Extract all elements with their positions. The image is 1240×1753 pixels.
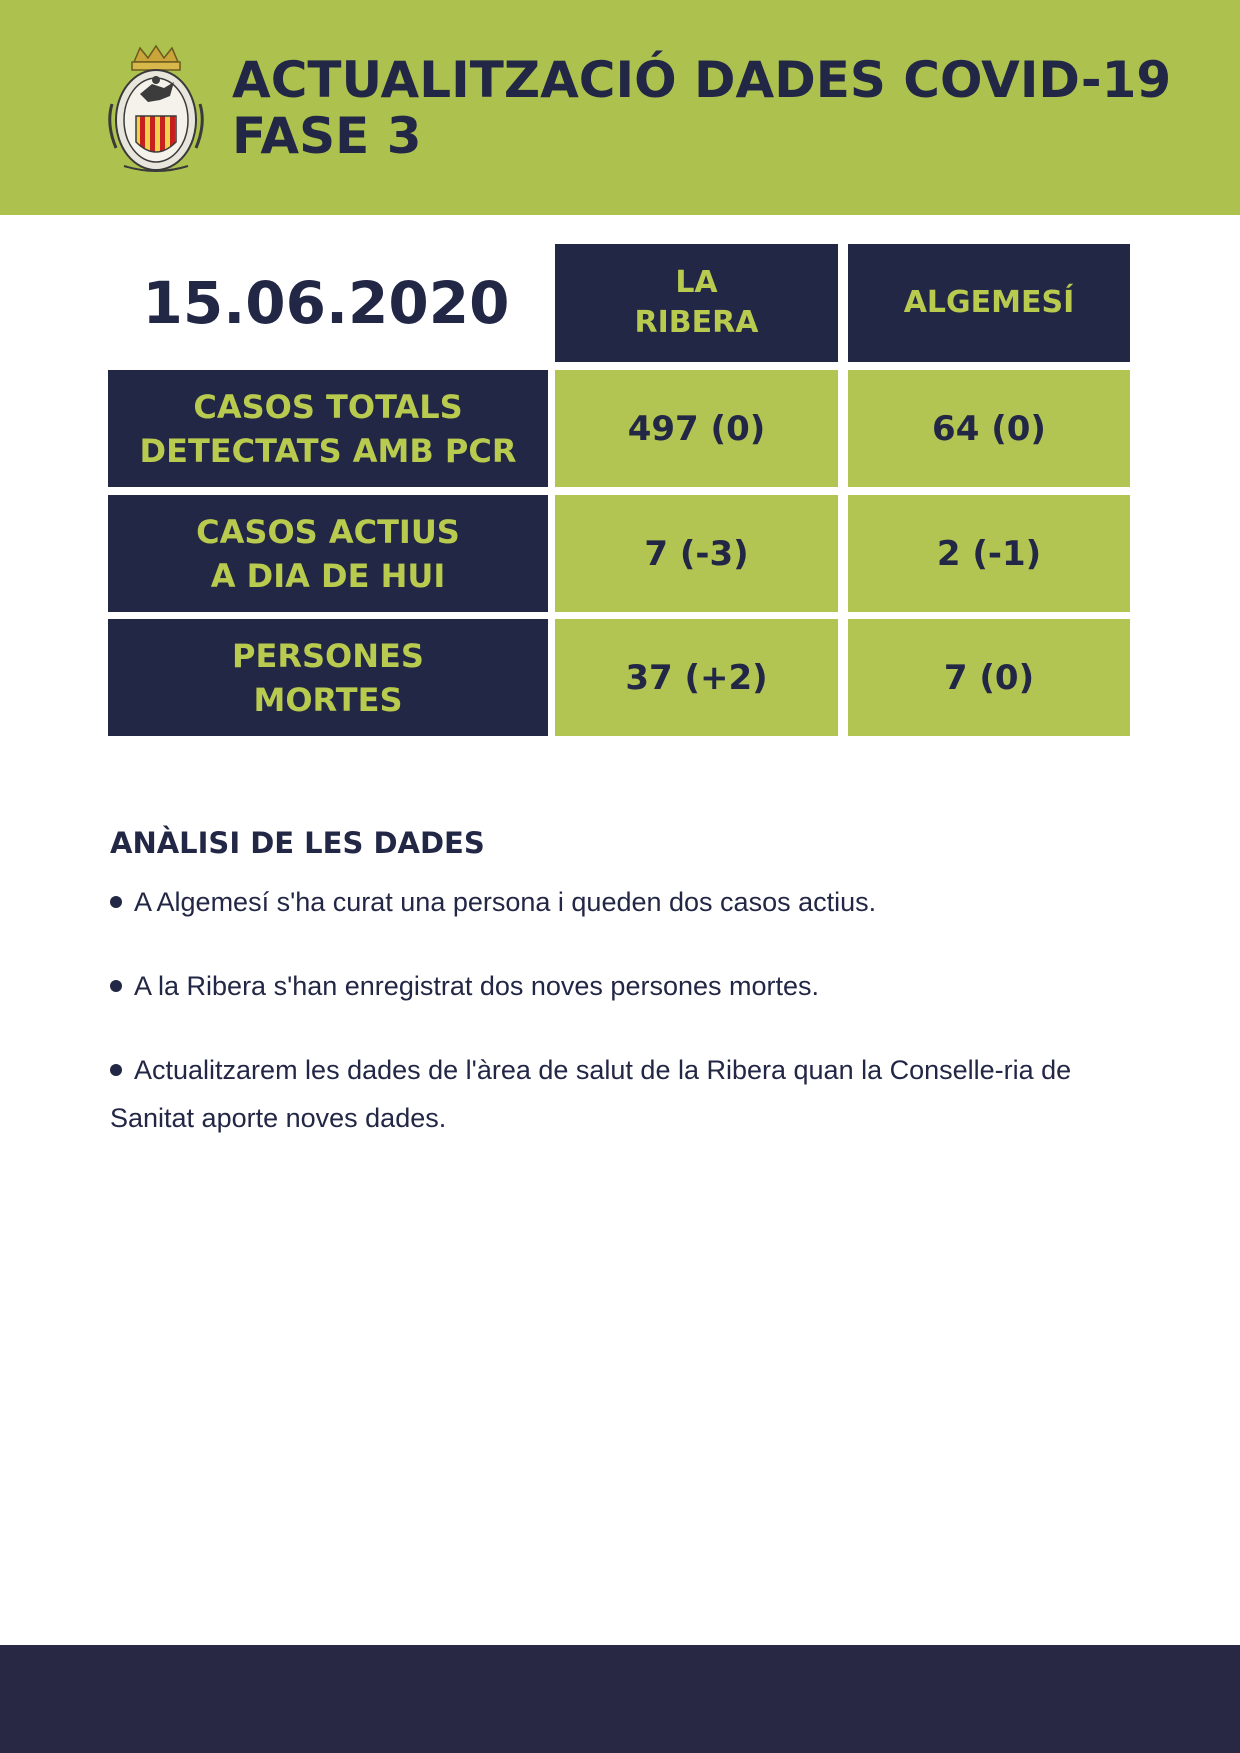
row-label-casos-totals (108, 370, 548, 487)
value-cell (555, 370, 838, 487)
column-header-la-ribera (555, 244, 838, 362)
value-cell (555, 495, 838, 612)
analysis-bullet (110, 878, 1130, 926)
analysis-heading: ANÀLISI DE LES DADES (110, 826, 485, 860)
value-cell (848, 619, 1130, 736)
bullet-text: A la Ribera s'han enregistrat dos noves persones mortes. (134, 971, 820, 1001)
page-title (232, 52, 1171, 164)
value-text: 497 (0) (627, 408, 766, 449)
bullet-icon (110, 1064, 122, 1076)
column-header-label: ALGEMESÍ (903, 285, 1075, 320)
bullet-text: Actualitzarem les dades de l'àrea de salut de la Ribera quan la Conselle-ria de Sanitat aporte noves dades. (110, 1055, 1072, 1133)
title-line-2: FASE 3 (232, 107, 422, 165)
analysis-bullet (110, 1046, 1120, 1142)
value-cell (848, 370, 1130, 487)
value-text: 64 (0) (932, 408, 1046, 449)
bullet-text: A Algemesí s'ha curat una persona i queden dos casos actius. (134, 887, 877, 917)
value-text: 7 (-3) (644, 533, 749, 574)
row-label-text: PERSONES MORTES (232, 636, 424, 719)
title-line-1: ACTUALITZACIÓ DADES COVID-19 (232, 51, 1172, 109)
value-cell (848, 495, 1130, 612)
town-crest-icon (104, 44, 208, 176)
row-label-persones-mortes (108, 619, 548, 736)
row-label-text: CASOS TOTALS DETECTATS AMB PCR (139, 387, 517, 470)
report-date: 15.06.2020 (142, 269, 510, 337)
row-label-text: CASOS ACTIUS A DIA DE HUI (196, 512, 460, 595)
analysis-bullet (110, 962, 1130, 1010)
value-text: 7 (0) (943, 657, 1035, 698)
row-label-casos-actius (108, 495, 548, 612)
footer-bar (0, 1645, 1240, 1753)
value-cell (555, 619, 838, 736)
value-text: 2 (-1) (936, 533, 1042, 574)
bullet-icon (110, 896, 122, 908)
column-header-label: LA RIBERA (634, 265, 759, 340)
header-banner (0, 0, 1240, 215)
column-header-algemesi (848, 244, 1130, 362)
bullet-icon (110, 980, 122, 992)
value-text: 37 (+2) (625, 657, 768, 698)
